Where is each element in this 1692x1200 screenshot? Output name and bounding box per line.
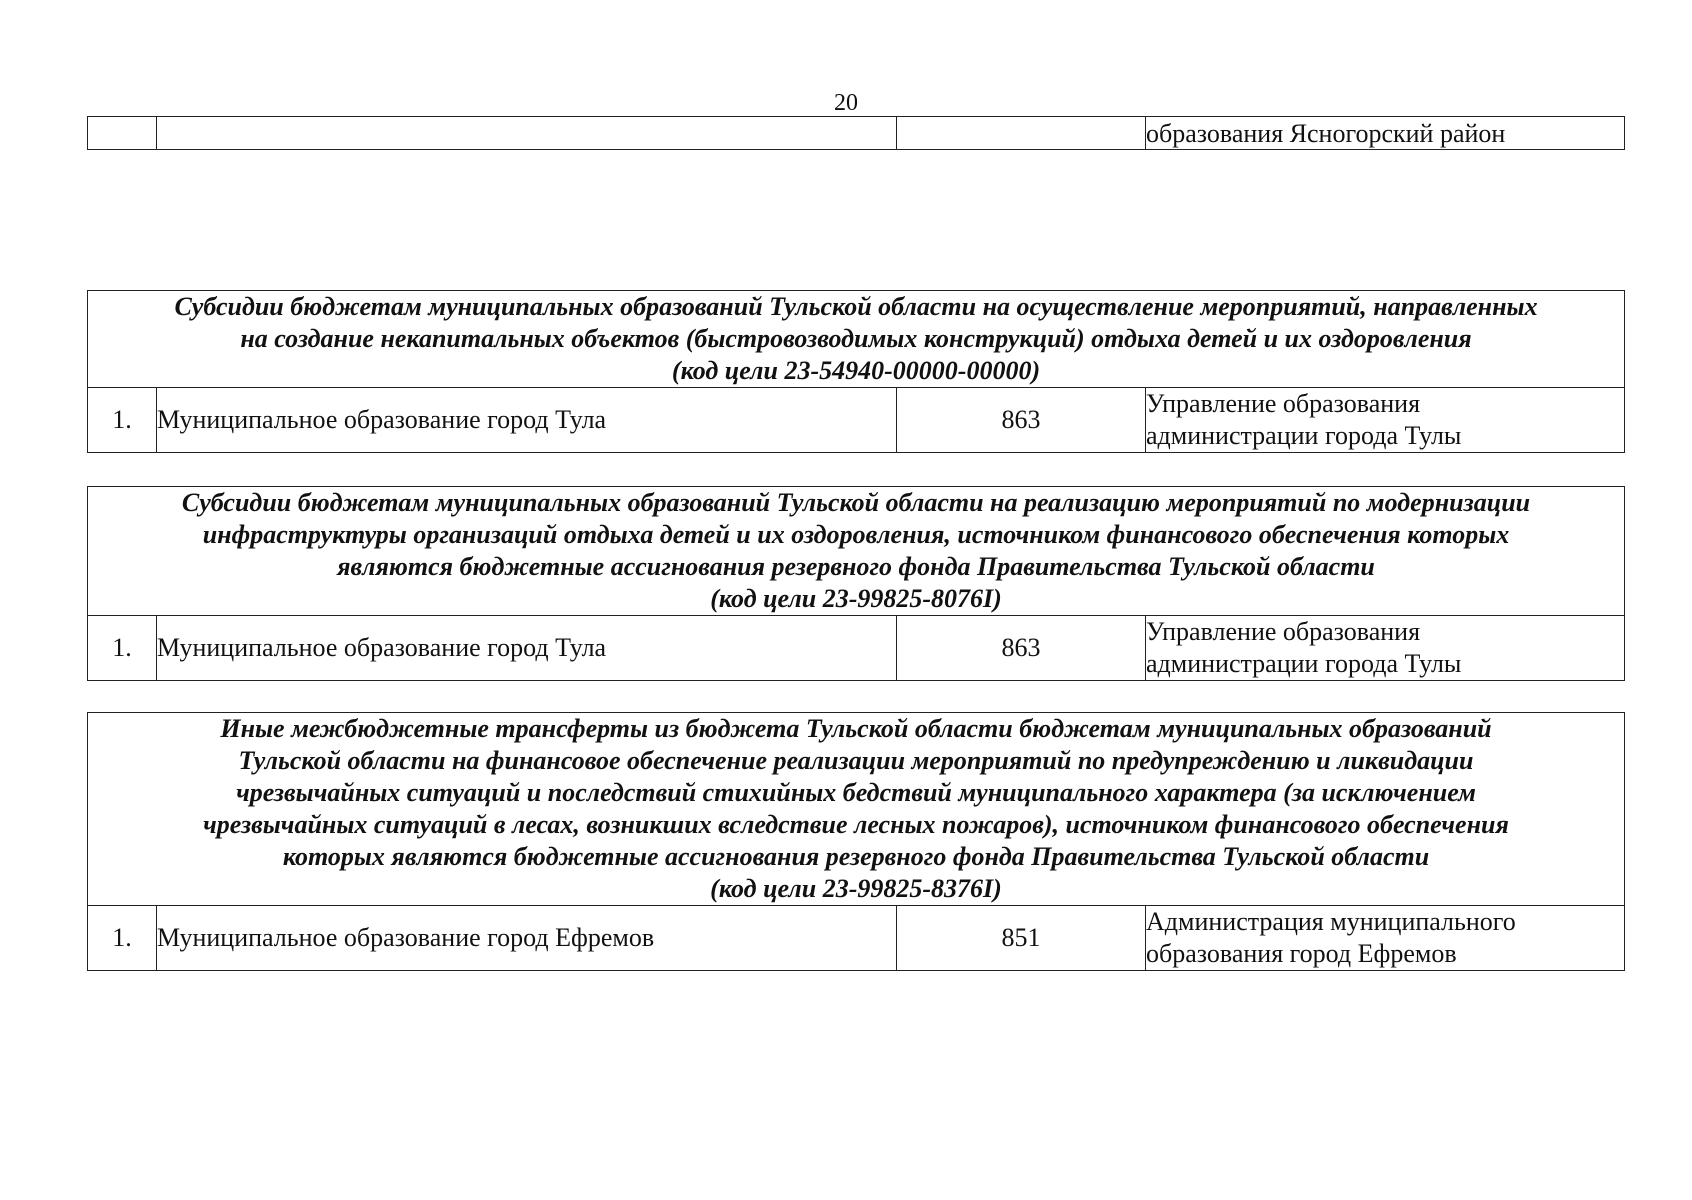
heading-line: (код цели 23-99825-8076I) <box>710 584 1002 613</box>
municipality-name: Муниципальное образование город Тула <box>157 388 897 453</box>
municipality-name: Муниципальное образование город Тула <box>157 616 897 681</box>
section-heading-row <box>88 291 1625 388</box>
section-heading <box>88 487 1625 616</box>
row-number: 1. <box>88 616 157 681</box>
administrator-name <box>1146 906 1625 971</box>
administrator-line: Управление образования <box>1146 389 1421 418</box>
administrator-line: администрации города Тулы <box>1146 421 1462 450</box>
administrator-line: образования город Ефремов <box>1146 939 1457 968</box>
section-heading-row <box>88 487 1625 616</box>
municipality-name <box>157 117 897 150</box>
heading-line: которых являются бюджетные ассигнования резервного фонда Правительства Тульской области <box>282 842 1430 871</box>
continuation-table <box>87 116 1625 150</box>
heading-line: инфраструктуры организаций отдыха детей и их оздоровления, источником финансового обеспечения которых <box>202 520 1510 549</box>
table-row <box>88 906 1625 971</box>
heading-line: чрезвычайных ситуаций в лесах, возникших вследствие лесных пожаров), источником финансового обеспечения <box>203 810 1509 839</box>
section-heading <box>88 713 1625 906</box>
budget-code: 851 <box>897 906 1146 971</box>
table-row <box>88 388 1625 453</box>
heading-line: являются бюджетные ассигнования резервного фонда Правительства Тульской области <box>337 552 1375 581</box>
heading-line: на создание некапитальных объектов (быстровозводимых конструкций) отдыха детей и их оздоровления <box>240 324 1472 353</box>
municipality-name: Муниципальное образование город Ефремов <box>157 906 897 971</box>
row-number <box>88 117 157 150</box>
row-number: 1. <box>88 906 157 971</box>
heading-line: Субсидии бюджетам муниципальных образований Тульской области на осуществление мероприятий, направленных <box>174 292 1538 321</box>
administrator-line: Администрация муниципального <box>1146 907 1516 936</box>
budget-code: 863 <box>897 616 1146 681</box>
heading-line: Иные межбюджетные трансферты из бюджета Тульской области бюджетам муниципальных образований <box>220 714 1492 743</box>
administrator-name: образования Ясногорский район <box>1146 117 1625 150</box>
table-row <box>88 616 1625 681</box>
subsidy-table-1 <box>87 290 1625 453</box>
administrator-name <box>1146 388 1625 453</box>
transfer-table-3 <box>87 712 1625 971</box>
section-heading-row <box>88 713 1625 906</box>
budget-code: 863 <box>897 388 1146 453</box>
subsidy-table-2 <box>87 486 1625 681</box>
budget-code <box>897 117 1146 150</box>
table-row <box>88 117 1625 150</box>
heading-line: чрезвычайных ситуаций и последствий стихийных бедствий муниципального характера (за исключением <box>236 778 1476 807</box>
heading-line: Субсидии бюджетам муниципальных образований Тульской области на реализацию мероприятий по модернизации <box>181 488 1531 517</box>
administrator-line: Управление образования <box>1146 617 1421 646</box>
heading-line: (код цели 23-99825-8376I) <box>710 874 1002 903</box>
administrator-line: администрации города Тулы <box>1146 649 1462 678</box>
heading-line: Тульской области на финансовое обеспечение реализации мероприятий по предупреждению и ликвидации <box>238 746 1474 775</box>
section-heading <box>88 291 1625 388</box>
row-number: 1. <box>88 388 157 453</box>
page-number: 20 <box>834 90 858 116</box>
heading-line: (код цели 23-54940-00000-00000) <box>671 356 1041 385</box>
administrator-name <box>1146 616 1625 681</box>
